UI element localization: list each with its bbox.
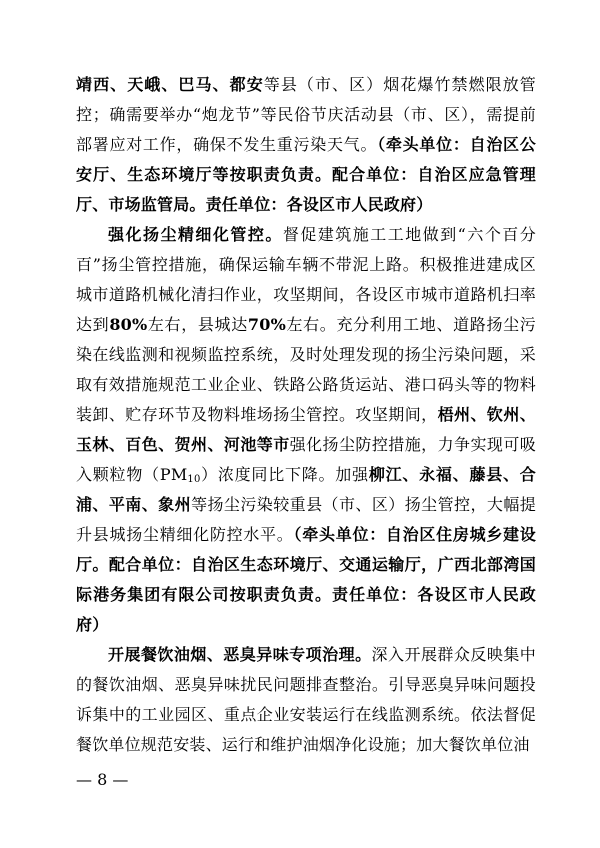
text-run: 等县（市、区）烟花爆竹禁燃限放管控；确需要举办“炮龙节”等民俗节庆活动县（市、区），需提前部署应对工作，确保不发生重污染天气。 — [76, 75, 537, 154]
bold-text-run: 80% — [109, 315, 148, 334]
bold-text-run: 70% — [247, 315, 286, 334]
text-run: 10 — [187, 474, 201, 485]
paragraph-3 — [76, 640, 536, 760]
bold-text-run: （牵头单位：自治区公安厅、生态环境厅等按职责负责。配合单位：自治区应急管理厅、市场监管局。责任单位：各设区市人民政府） — [76, 135, 536, 214]
bold-text-run: 梧州、钦州、玉林、百色、贺州、河池等市 — [76, 405, 536, 454]
page-number: — 8 — — [76, 770, 129, 789]
text-run: 深入开展群众反映集中的餐饮油烟、恶臭异味扰民问题排查整治。引导恶臭异味问题投诉集中的工业园区、重点企业安装运行在线监测系统。依法督促餐饮单位规范安装、运行和维护油烟净化设施；加大餐饮单位油 — [76, 645, 536, 754]
paragraph-1 — [76, 70, 536, 220]
text-run: 督促建筑施工工地做到“六个百分百”扬尘管控措施，确保运输车辆不带泥上路。积极推进建成区城市道路机械化清扫作业，攻坚期间，各设区市城市道路机扫率达到 — [76, 225, 536, 334]
text-run: 强化扬尘防控措施，力争实现可吸入颗粒物（PM — [76, 435, 536, 484]
bold-text-run: 强化扬尘精细化管控。 — [108, 225, 283, 244]
paragraph-2 — [76, 220, 536, 640]
bold-text-run: 开展餐饮油烟、恶臭异味专项治理。 — [108, 645, 372, 664]
bold-text-run: 柳江、永福、藤县、合浦、平南、象州 — [76, 465, 536, 514]
text-run: 左右，县城达 — [147, 315, 248, 334]
text-run: 左右。充分利用工地、道路扬尘污染在线监测和视频监控系统，及时处理发现的扬尘污染问题，采取有效措施规范工业企业、铁路公路货运站、港口码头等的物料装卸、贮存环节及物料堆场扬尘管控。攻坚期间， — [76, 315, 536, 424]
text-run: ）浓度同比下降。加强 — [200, 465, 369, 484]
bold-text-run: 靖西、天峨、巴马、都安 — [76, 75, 264, 94]
text-run: 等扬尘污染较重县（市、区）扬尘管控，大幅提升县城扬尘精细化防控水平。 — [76, 495, 536, 544]
body-text — [76, 70, 536, 760]
bold-text-run: （牵头单位：自治区住房城乡建设厅。配合单位：自治区生态环境厅、交通运输厅，广西北部湾国际港务集团有限公司按职责负责。责任单位：各设区市人民政府） — [76, 525, 536, 634]
